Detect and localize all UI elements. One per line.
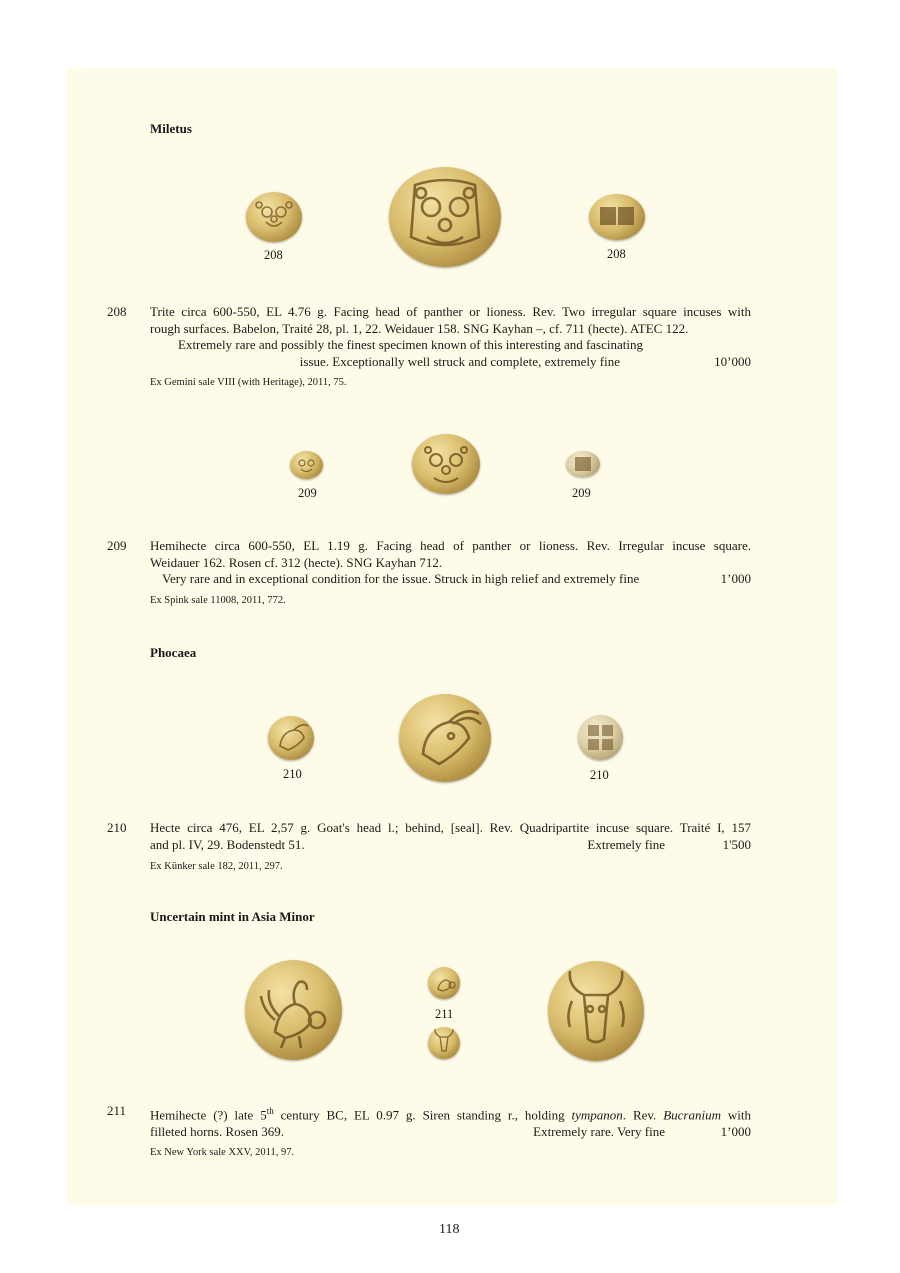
coin-209-reverse (566, 451, 600, 477)
lion-face-icon (290, 451, 323, 479)
coin-209-obverse-small (290, 451, 323, 479)
coin-caption-209-right: 209 (572, 486, 591, 500)
lot-208-price: 10’000 (714, 353, 751, 369)
lot-210-provenance: Ex Künker sale 182, 2011, 297. (150, 861, 283, 872)
coin-caption-210-right: 210 (590, 768, 609, 782)
lot-210-grade: Extremely fine (587, 836, 665, 852)
lion-face-icon (246, 192, 302, 242)
coin-210-obverse-small (268, 716, 314, 760)
lot-208-row-price (150, 354, 751, 371)
lot-210-price: 1'500 (722, 836, 751, 852)
lot-211-line-1-c: . Rev. (622, 1107, 664, 1123)
lot-210-line-1: Hecte circa 476, EL 2,57 g. Goat's head l.; behind, [seal]. Rev. Quadripartite incuse square. Traité I, 157 (150, 820, 751, 835)
lot-209-line-1: Hemihecte circa 600-550, EL 1.19 g. Facing head of panther or lioness. Rev. Irregular incuse square. (150, 538, 751, 553)
coin-210-obverse-large (399, 694, 491, 782)
siren-icon (245, 960, 342, 1060)
bucranium-icon (428, 1027, 460, 1059)
lion-face-icon (412, 434, 480, 494)
bucranium-icon (548, 961, 644, 1061)
coin-caption-208-left: 208 (264, 248, 283, 262)
coin-209-obverse-large (412, 434, 480, 494)
lot-209-row-price (150, 571, 751, 588)
coin-211-reverse-large (548, 961, 644, 1061)
lot-211-line-1-sup: th (266, 1106, 274, 1116)
coin-caption-208-right: 208 (607, 247, 626, 261)
lot-211-line-1-d: with (720, 1107, 751, 1123)
lot-211-row-price (150, 1124, 751, 1141)
lot-number-208: 208 (107, 304, 127, 319)
page-number: 118 (439, 1222, 460, 1237)
lot-211-line-2: filleted horns. Rosen 369. (150, 1123, 284, 1139)
lot-description-211 (150, 1103, 751, 1140)
coin-208-reverse (589, 194, 645, 240)
goat-head-icon (399, 694, 491, 782)
lot-211-price: 1’000 (720, 1123, 751, 1139)
lot-211-line-1-b: century BC, EL 0.97 g. Siren standing r., holding (273, 1107, 572, 1123)
lot-number-209: 209 (107, 538, 127, 553)
coin-211-obverse-small (428, 967, 460, 999)
goat-head-icon (268, 716, 314, 760)
incuse-square-icon (589, 194, 645, 240)
lot-211-bucranium: Bucranium (663, 1107, 721, 1123)
incuse-square-icon (566, 451, 600, 477)
coin-208-obverse-large (389, 167, 501, 267)
lot-208-provenance: Ex Gemini sale VIII (with Heritage), 2011, 75. (150, 377, 347, 388)
lot-211-tympanon: tympanon (571, 1107, 623, 1123)
lion-face-icon (389, 167, 501, 267)
quadripartite-incuse-icon (578, 715, 623, 760)
lot-211-grade: Extremely rare. Very fine (533, 1123, 665, 1139)
section-heading-miletus: Miletus (150, 121, 192, 136)
lot-208-line-3: Extremely rare and possibly the finest specimen known of this interesting and fascinating (178, 337, 643, 352)
section-heading-phocaea: Phocaea (150, 645, 197, 660)
lot-number-210: 210 (107, 820, 127, 835)
lot-description-209 (150, 538, 751, 588)
lot-211-line-1 (150, 1103, 751, 1124)
lot-208-line-4: issue. Exceptionally well struck and complete, extremely fine (299, 353, 620, 369)
coin-208-obverse-small (246, 192, 302, 242)
lot-number-211: 211 (107, 1103, 127, 1118)
lot-211-line-1-a: Hemihecte (?) late 5 (150, 1107, 267, 1123)
lot-210-line-2: and pl. IV, 29. Bodenstedt 51. (150, 836, 305, 852)
coin-211-reverse-small (428, 1027, 460, 1059)
lot-description-208 (150, 304, 751, 370)
coin-caption-211: 211 (435, 1007, 454, 1021)
lot-210-row-price (150, 837, 751, 854)
lot-211-provenance: Ex New York sale XXV, 2011, 97. (150, 1147, 295, 1158)
lot-208-line-2: rough surfaces. Babelon, Traité 28, pl. 1, 22. Weidauer 158. SNG Kayhan –, cf. 711 (hecte). ATEC 122. (150, 320, 689, 336)
lot-209-provenance: Ex Spink sale 11008, 2011, 772. (150, 595, 286, 606)
coin-caption-209-left: 209 (298, 486, 317, 500)
lot-208-line-1: Trite circa 600-550, EL 4.76 g. Facing head of panther or lioness. Rev. Two irregular square incuses with (150, 304, 751, 319)
siren-icon (428, 967, 460, 999)
lot-209-price: 1’000 (720, 571, 751, 586)
coin-210-reverse (578, 715, 623, 760)
lot-209-line-2: Weidauer 162. Rosen cf. 312 (hecte). SNG Kayhan 712. (150, 554, 443, 570)
coin-211-obverse-large (245, 960, 342, 1060)
section-heading-uncertain-mint: Uncertain mint in Asia Minor (150, 909, 315, 924)
lot-description-210 (150, 820, 751, 853)
lot-209-line-3: Very rare and in exceptional condition for the issue. Struck in high relief and extremely fine (162, 571, 640, 586)
coin-caption-210-left: 210 (283, 767, 302, 781)
